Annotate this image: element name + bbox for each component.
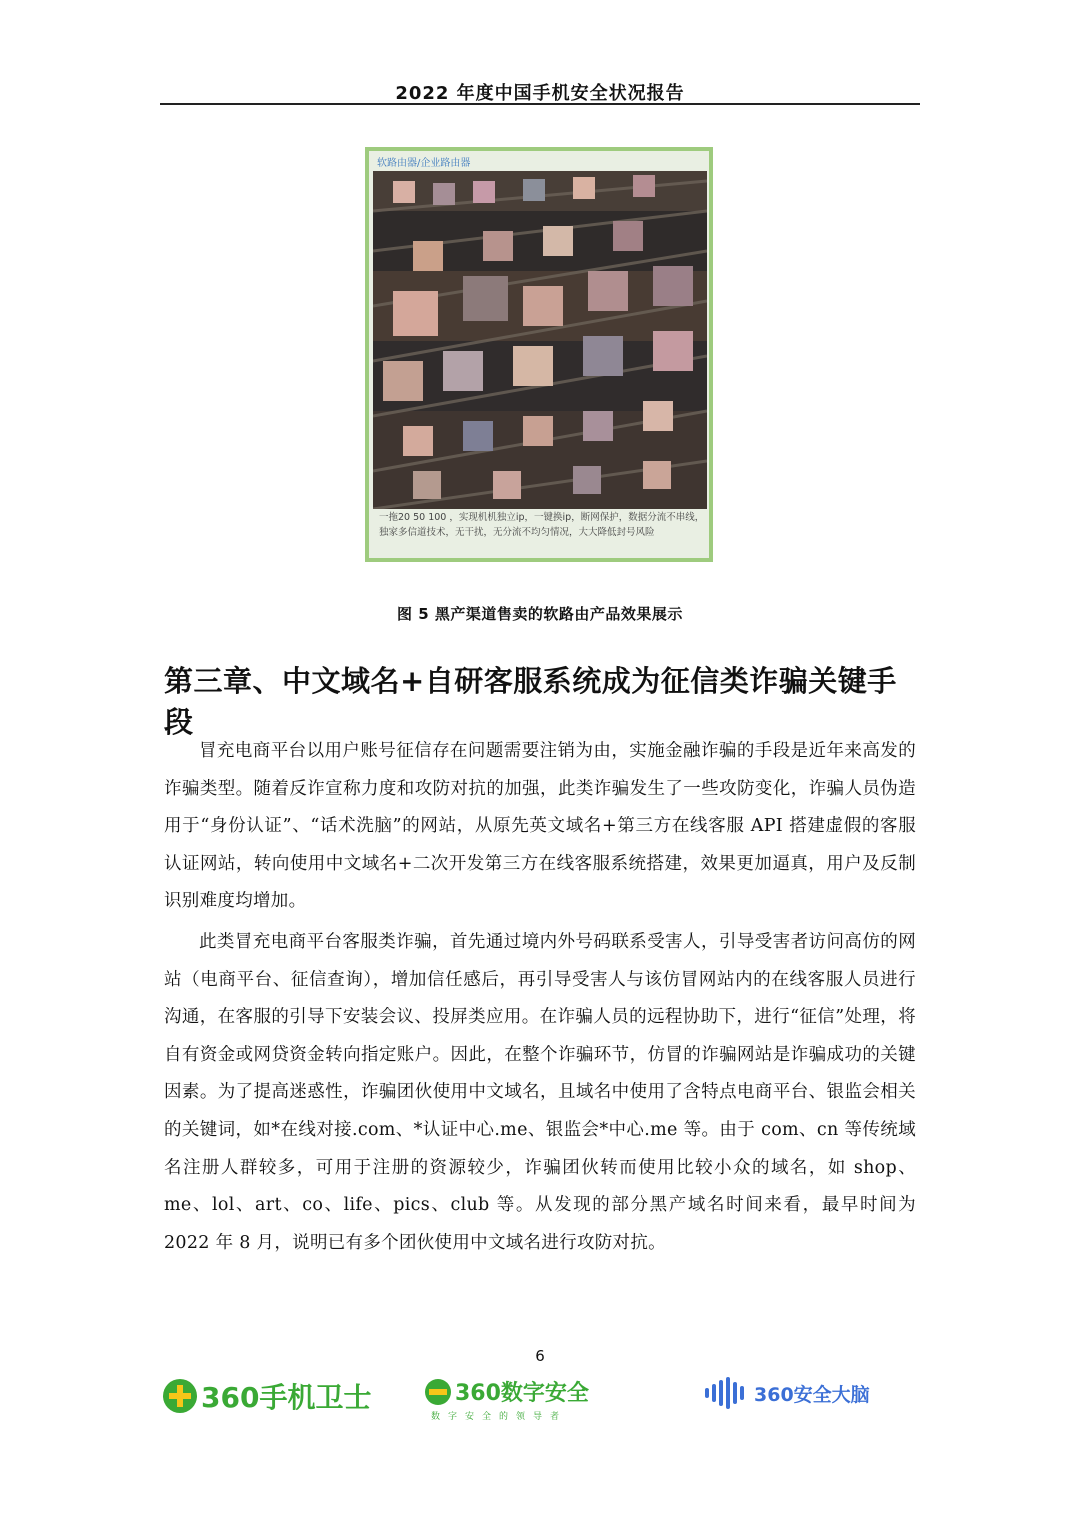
logo-360-digital-security bbox=[425, 1376, 635, 1426]
logo2-slogan: 数字安全的领导者 bbox=[431, 1412, 568, 1422]
figure-5 bbox=[365, 147, 713, 562]
logo-360-security-brain bbox=[705, 1376, 870, 1410]
blurred-phones-image bbox=[373, 171, 707, 509]
minus-circle-icon bbox=[425, 1379, 451, 1405]
header-divider bbox=[160, 103, 920, 105]
logo-360-mobile-guard bbox=[163, 1376, 371, 1416]
figure-caption: 图 5 黑产渠道售卖的软路由产品效果展示 bbox=[397, 605, 683, 623]
page-number: 6 bbox=[535, 1347, 545, 1365]
figure-embedded-text: 一拖20 50 100 ，实现机机独立ip，一键换ip，断网保护，数据分流不串线，独家多信道技术，无干扰，无分流不均匀情况，大大降低封号风险 bbox=[379, 512, 705, 538]
phone-rack-photo bbox=[373, 171, 707, 509]
soundwave-icon bbox=[705, 1377, 744, 1409]
chapter-heading: 第三章、中文域名+自研客服系统成为征信类诈骗关键手段 bbox=[164, 664, 897, 739]
logo3-text: 360安全大脑 bbox=[754, 1383, 870, 1406]
plus-circle-icon bbox=[163, 1379, 197, 1413]
logo1-text: 360手机卫士 bbox=[201, 1381, 372, 1414]
body-paragraph-2: 此类冒充电商平台客服类诈骗，首先通过境内外号码联系受害人，引导受害者访问高仿的网站（电商平台、征信查询），增加信任感后，再引导受害人与该仿冒网站内的在线客服人员进行沟通，在客服的引导下安装会议、投屏类应用。在诈骗人员的远程协助下，进行“征信”处理，将自有资金或网贷资金转向指定账户。因此，在整个诈骗环节，仿冒的诈骗网站是诈骗成功的关键因素。为了提高迷惑性，诈骗团伙使用中文域名，且域名中使用了含特点电商平台、银监会相关的关键词，如*在线对接.com、*认证中心.me、银监会*中心.me 等。由于 com、cn 等传统域名注册人群较多，可用于注册的资源较少，诈骗团伙转而使用比较小众的域名，如 shop、me、lol、art、co、life、pics、club 等。从发现的部分黑产域名时间来看，最早时间为 2022 年 8 月，说明已有多个团伙使用中文域名进行攻防对抗。 bbox=[164, 932, 916, 1253]
logo2-text: 360数字安全 bbox=[455, 1381, 589, 1406]
figure-tag: 软路由器/企业路由器 bbox=[377, 158, 471, 169]
body-paragraph-1: 冒充电商平台以用户账号征信存在问题需要注销为由，实施金融诈骗的手段是近年来高发的诈骗类型。随着反诈宣称力度和攻防对抗的加强，此类诈骗发生了一些攻防变化，诈骗人员伪造用于“身份认证”、“话术洗脑”的网站，从原先英文域名+第三方在线客服 API 搭建虚假的客服认证网站，转向使用中文域名+二次开发第三方在线客服系统搭建，效果更加逼真，用户及反制识别难度均增加。 bbox=[164, 741, 916, 912]
report-header-title: 2022 年度中国手机安全状况报告 bbox=[395, 83, 685, 104]
